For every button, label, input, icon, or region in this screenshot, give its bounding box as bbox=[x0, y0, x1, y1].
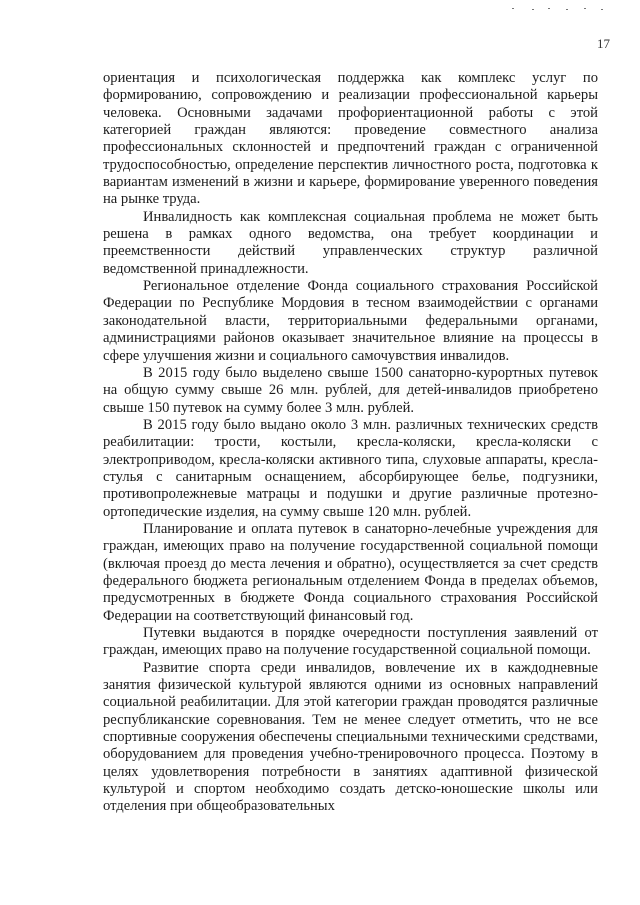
scan-speck bbox=[566, 9, 568, 10]
body-text bbox=[103, 70, 598, 816]
paragraph: В 2015 году было выделено свыше 1500 санаторно-курортных путевок на общую сумму свыше 26 млн. рублей, для детей-инвалидов приобретено свыше 150 путевок на сумму более 3 млн. рублей. bbox=[103, 364, 598, 416]
scan-speck bbox=[512, 8, 514, 9]
scan-speck bbox=[532, 9, 534, 10]
scan-speck bbox=[548, 8, 550, 9]
paragraph: Путевки выдаются в порядке очередности поступления заявлений от граждан, имеющих право на получение государственной социальной помощи. bbox=[103, 625, 598, 659]
paragraph: Региональное отделение Фонда социального страхования Российской Федерации по Республике Мордовия в тесном взаимодействии с органами законодательной власти, территориальными федеральными органами, администрациями районов оказывает значительное влияние на процессы в сфере улучшения жизни и социального самочувствия инвалидов. bbox=[103, 278, 598, 364]
paragraph: Инвалидность как комплексная социальная проблема не может быть решена в рамках одного ведомства, она требует координации и преемственности действий управленческих структур различной ведомственной принадлежности. bbox=[103, 208, 598, 277]
paragraph: Развитие спорта среди инвалидов, вовлечение их в каждодневные занятия физической культурой являются одними из основных направлений социальной реабилитации. Для этой категории граждан проводятся различные республиканские соревнования. Тем не менее следует отметить, что не все спортивные сооружения обеспечены специальными техническими средствами, оборудованием для проведения учебно-тренировочного процесса. Поэтому в целях удовлетворения потребности в занятиях адаптивной физической культурой и спортом необходимо создать детско-юношеские школы или отделения при общеобразовательных bbox=[103, 659, 598, 815]
paragraph: В 2015 году было выдано около 3 млн. различных технических средств реабилитации: трости, костыли, кресла-коляски, кресла-коляски с электроприводом, кресла-коляски активного типа, слуховые аппараты, кресла-стулья с санитарным оснащением, абсорбирующее белье, подгузники, противопролежневые матрацы и подушки и другие различные протезно-ортопедические изделия, на сумму свыше 120 млн. рублей. bbox=[103, 416, 598, 520]
scan-speck bbox=[584, 8, 586, 9]
paragraph: ориентация и психологическая поддержка как комплекс услуг по формированию, сопровождению и реализации профессиональной карьеры человека. Основными задачами профориентационной работы с этой категорией граждан являются: проведение совместного анализа профессиональных склонностей и предпочтений граждан с ограниченной трудоспособностью, определение перспектив личностного роста, подготовка к вариантам изменений в жизни и карьере, формирование уверенного поведения на рынке труда. bbox=[103, 70, 598, 208]
page-number: 17 bbox=[597, 36, 610, 51]
scan-speck bbox=[601, 9, 603, 10]
paragraph: Планирование и оплата путевок в санаторно-лечебные учреждения для граждан, имеющих право на получение государственной социальной помощи (включая проезд до места лечения и обратно), осуществляется за счет средств федерального бюджета региональным отделением Фонда в пределах объемов, предусмотренных в бюджете Фонда социального страхования Российской Федерации на соответствующий финансовый год. bbox=[103, 520, 598, 624]
